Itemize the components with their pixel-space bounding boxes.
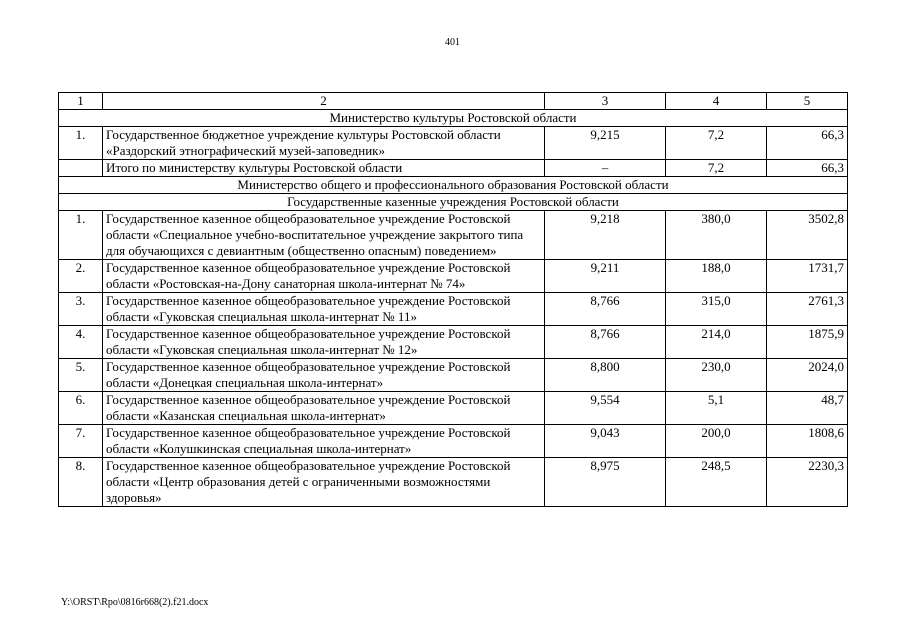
column-4-value: 200,0 xyxy=(666,425,767,458)
column-3-value: 9,215 xyxy=(545,127,666,160)
institution-name: Государственное казенное общеобразовательное учреждение Ростовской области «Специальное учебно-воспитательное учреждение закрытого типа для обучающихся с девиантным (общественно опасным) поведением» xyxy=(103,211,545,260)
section-education-ministry: Министерство общего и профессионального образования Ростовской области xyxy=(59,177,848,194)
institution-name: Государственное казенное общеобразовательное учреждение Ростовской области «Донецкая специальная школа-интернат» xyxy=(103,359,545,392)
column-3-value: 9,043 xyxy=(545,425,666,458)
row-number: 1. xyxy=(59,211,103,260)
table-row xyxy=(59,260,848,293)
column-5-value: 2024,0 xyxy=(767,359,848,392)
total-row xyxy=(59,160,848,177)
institution-name: Государственное казенное общеобразовательное учреждение Ростовской области «Гуковская специальная школа-интернат № 11» xyxy=(103,293,545,326)
row-number: 7. xyxy=(59,425,103,458)
column-3-value: 8,766 xyxy=(545,326,666,359)
table-row xyxy=(59,326,848,359)
column-number-2: 2 xyxy=(103,93,545,110)
institution-name: Государственное казенное общеобразовательное учреждение Ростовской области «Ростовская-на-Дону санаторная школа-интернат № 74» xyxy=(103,260,545,293)
row-number xyxy=(59,160,103,177)
row-number: 2. xyxy=(59,260,103,293)
column-3-value: 9,211 xyxy=(545,260,666,293)
column-4-value: 230,0 xyxy=(666,359,767,392)
column-5-value: 2761,3 xyxy=(767,293,848,326)
row-number: 6. xyxy=(59,392,103,425)
section-culture-ministry: Министерство культуры Ростовской области xyxy=(59,110,848,127)
column-4-value: 7,2 xyxy=(666,127,767,160)
column-3-value: 8,975 xyxy=(545,458,666,507)
column-5-value: 1731,7 xyxy=(767,260,848,293)
institution-name: Государственное бюджетное учреждение культуры Ростовской области «Раздорский этнографический музей-заповедник» xyxy=(103,127,545,160)
table-row xyxy=(59,211,848,260)
column-4-value: 315,0 xyxy=(666,293,767,326)
allocation-table xyxy=(58,92,848,507)
column-3-value: 9,218 xyxy=(545,211,666,260)
institution-name: Государственное казенное общеобразовательное учреждение Ростовской области «Центр образования детей с ограниченными возможностями здоровья» xyxy=(103,458,545,507)
column-4-value: 214,0 xyxy=(666,326,767,359)
row-number: 5. xyxy=(59,359,103,392)
column-3-value: 8,766 xyxy=(545,293,666,326)
row-number: 4. xyxy=(59,326,103,359)
column-5-value: 66,3 xyxy=(767,160,848,177)
institution-name: Государственное казенное общеобразовательное учреждение Ростовской области «Казанская специальная школа-интернат» xyxy=(103,392,545,425)
column-4-value: 380,0 xyxy=(666,211,767,260)
section-row xyxy=(59,177,848,194)
column-5-value: 2230,3 xyxy=(767,458,848,507)
document-file-path: Y:\ORST\Rpo\0816r668(2).f21.docx xyxy=(61,597,209,608)
table-row xyxy=(59,392,848,425)
table-row xyxy=(59,359,848,392)
column-number-4: 4 xyxy=(666,93,767,110)
column-number-5: 5 xyxy=(767,93,848,110)
table-row xyxy=(59,458,848,507)
table-row xyxy=(59,425,848,458)
column-4-value: 248,5 xyxy=(666,458,767,507)
column-3-value: – xyxy=(545,160,666,177)
column-3-value: 9,554 xyxy=(545,392,666,425)
institution-name: Государственное казенное общеобразовательное учреждение Ростовской области «Колушкинская специальная школа-интернат» xyxy=(103,425,545,458)
section-row xyxy=(59,110,848,127)
column-5-value: 1808,6 xyxy=(767,425,848,458)
column-4-value: 188,0 xyxy=(666,260,767,293)
column-5-value: 1875,9 xyxy=(767,326,848,359)
page-number: 401 xyxy=(445,37,460,48)
column-3-value: 8,800 xyxy=(545,359,666,392)
column-4-value: 5,1 xyxy=(666,392,767,425)
row-number: 3. xyxy=(59,293,103,326)
column-number-3: 3 xyxy=(545,93,666,110)
table-row xyxy=(59,127,848,160)
column-5-value: 3502,8 xyxy=(767,211,848,260)
section-row xyxy=(59,194,848,211)
column-5-value: 66,3 xyxy=(767,127,848,160)
column-4-value: 7,2 xyxy=(666,160,767,177)
row-number: 8. xyxy=(59,458,103,507)
table-row xyxy=(59,293,848,326)
column-number-1: 1 xyxy=(59,93,103,110)
total-label: Итого по министерству культуры Ростовской области xyxy=(103,160,545,177)
section-state-institutions: Государственные казенные учреждения Ростовской области xyxy=(59,194,848,211)
institution-name: Государственное казенное общеобразовательное учреждение Ростовской области «Гуковская специальная школа-интернат № 12» xyxy=(103,326,545,359)
row-number: 1. xyxy=(59,127,103,160)
column-number-row xyxy=(59,93,848,110)
column-5-value: 48,7 xyxy=(767,392,848,425)
